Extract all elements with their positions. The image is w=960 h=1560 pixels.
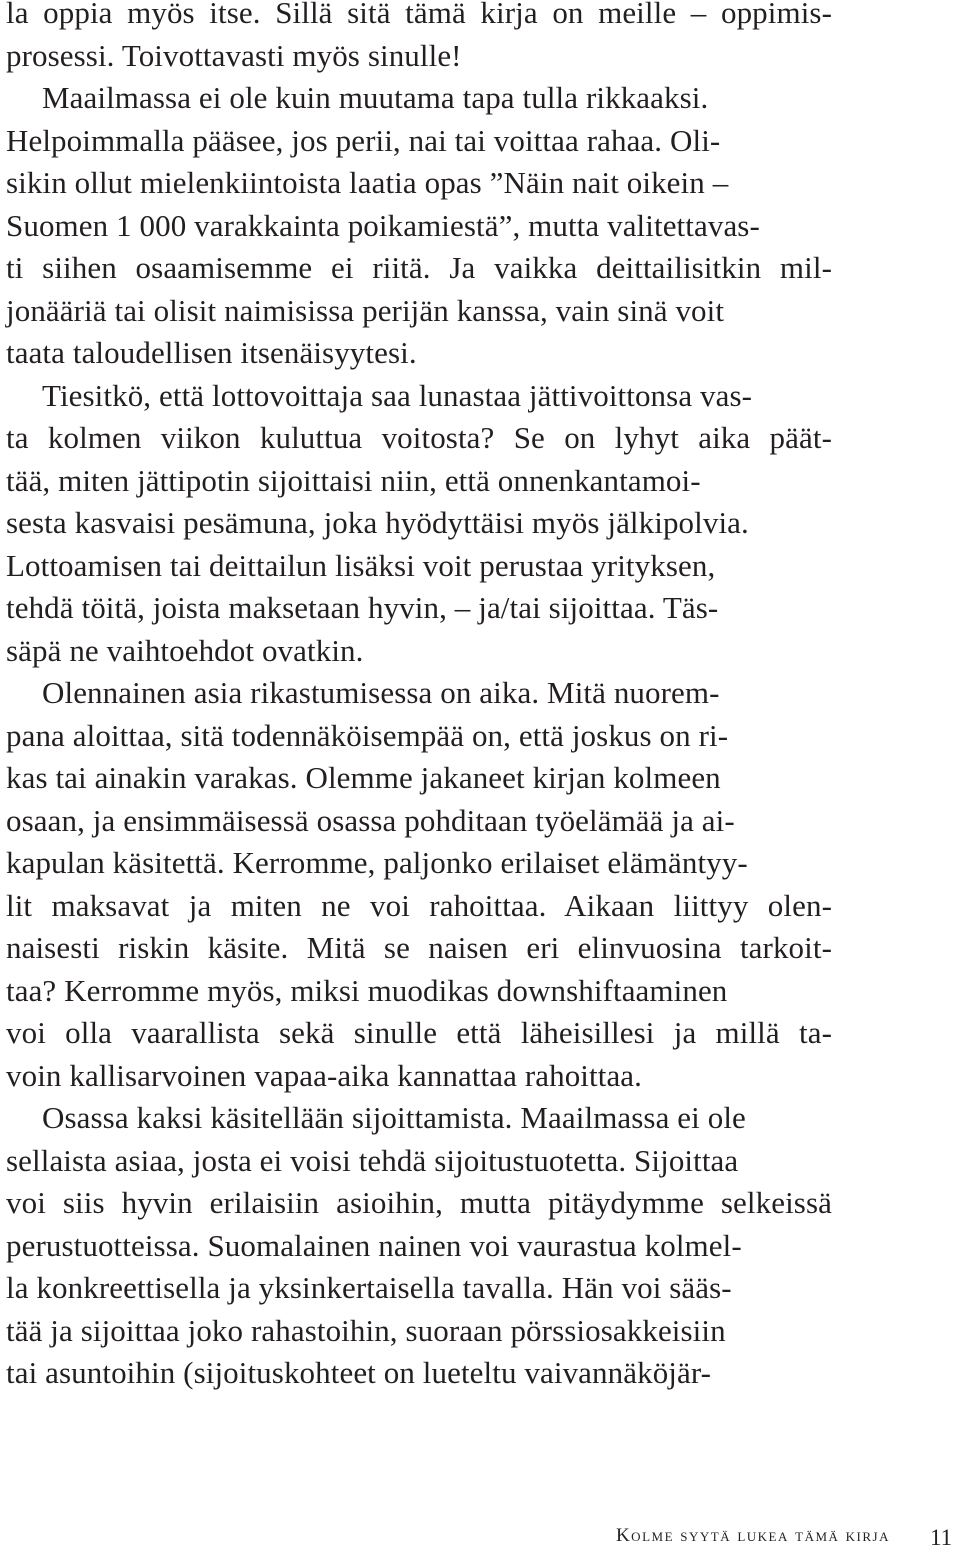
- text-line: tää, miten jättipotin sijoittaisi niin, että onnenkantamoi-: [6, 462, 701, 498]
- text-line: la oppia myös itse. Sillä sitä tämä kirja on meille – oppimis-: [6, 0, 832, 30]
- text-line: prosessi. Toivottavasti myös sinulle!: [6, 37, 462, 73]
- running-head: Kolme syytä lukea tämä kirja: [615, 1525, 890, 1546]
- text-line: la konkreettisella ja yksinkertaisella tavalla. Hän voi sääs-: [6, 1270, 732, 1305]
- text-line: ta kolmen viikon kuluttua voitosta? Se on lyhyt aika päät-: [6, 420, 832, 455]
- text-line: voi olla vaarallista sekä sinulle että läheisillesi ja millä ta-: [6, 1015, 832, 1050]
- text-line: Osassa kaksi käsitellään sijoittamista. Maailmassa ei ole: [42, 1100, 746, 1135]
- text-line: säpä ne vaihtoehdot ovatkin.: [6, 632, 364, 668]
- text-line: Maailmassa ei ole kuin muutama tapa tulla rikkaaksi.: [42, 80, 709, 115]
- text-line: perustuotteissa. Suomalainen nainen voi vaurastua kolmel-: [6, 1227, 742, 1263]
- text-line: Tiesitkö, että lottovoittaja saa lunastaa jättivoittonsa vas-: [42, 377, 753, 413]
- body-text: [6, 0, 836, 1395]
- text-line: tää ja sijoittaa joko rahastoihin, suoraan pörssiosakkeisiin: [6, 1312, 726, 1348]
- text-line: lit maksavat ja miten ne voi rahoittaa. Aikaan liittyy olen-: [6, 887, 832, 923]
- text-line: taata taloudellisen itsenäisyytesi.: [6, 335, 417, 370]
- text-line: voin kallisarvoinen vapaa-aika kannattaa rahoittaa.: [6, 1057, 643, 1093]
- text-line: Olennainen asia rikastumisessa on aika. Mitä nuorem-: [42, 675, 720, 710]
- text-line: sellaista asiaa, josta ei voisi tehdä sijoitustuotetta. Sijoittaa: [6, 1142, 739, 1178]
- page-number: 11: [930, 1525, 953, 1550]
- text-line: sesta kasvaisi pesämuna, joka hyödyttäisi myös jälkipolvia.: [6, 505, 749, 540]
- text-line: Lottoamisen tai deittailun lisäksi voit perustaa yrityksen,: [6, 547, 716, 583]
- text-line: pana aloittaa, sitä todennäköisempää on, että joskus on ri-: [6, 717, 729, 753]
- text-line: jonääriä tai olisit naimisissa perijän kanssa, vain sinä voit: [6, 292, 725, 328]
- text-line: sikin ollut mielenkiintoista laatia opas ”Näin nait oikein –: [6, 165, 729, 200]
- text-line: kapulan käsitettä. Kerromme, paljonko erilaiset elämäntyy-: [6, 845, 748, 880]
- text-line: tehdä töitä, joista maksetaan hyvin, – ja/tai sijoittaa. Täs-: [6, 590, 719, 625]
- text-line: Suomen 1 000 varakkainta poikamiestä”, mutta valitettavas-: [6, 207, 760, 243]
- text-line: osaan, ja ensimmäisessä osassa pohditaan työelämää ja ai-: [6, 802, 735, 838]
- text-line: Helpoimmalla pääsee, jos perii, nai tai voittaa rahaa. Oli-: [6, 122, 721, 158]
- text-line: voi siis hyvin erilaisiin asioihin, mutta pitäydymme selkeissä: [6, 1185, 832, 1220]
- text-line: tai asuntoihin (sijoituskohteet on lueteltu vaivannäköjär-: [6, 1355, 712, 1390]
- text-line: taa? Kerromme myös, miksi muodikas downshiftaaminen: [6, 972, 728, 1008]
- page-footer: [0, 1525, 960, 1557]
- text-line: naisesti riskin käsite. Mitä se naisen eri elinvuosina tarkoit-: [6, 930, 832, 965]
- text-line: ti siihen osaamisemme ei riitä. Ja vaikka deittailisitkin mil-: [6, 250, 832, 285]
- text-line: kas tai ainakin varakas. Olemme jakaneet kirjan kolmeen: [6, 760, 721, 795]
